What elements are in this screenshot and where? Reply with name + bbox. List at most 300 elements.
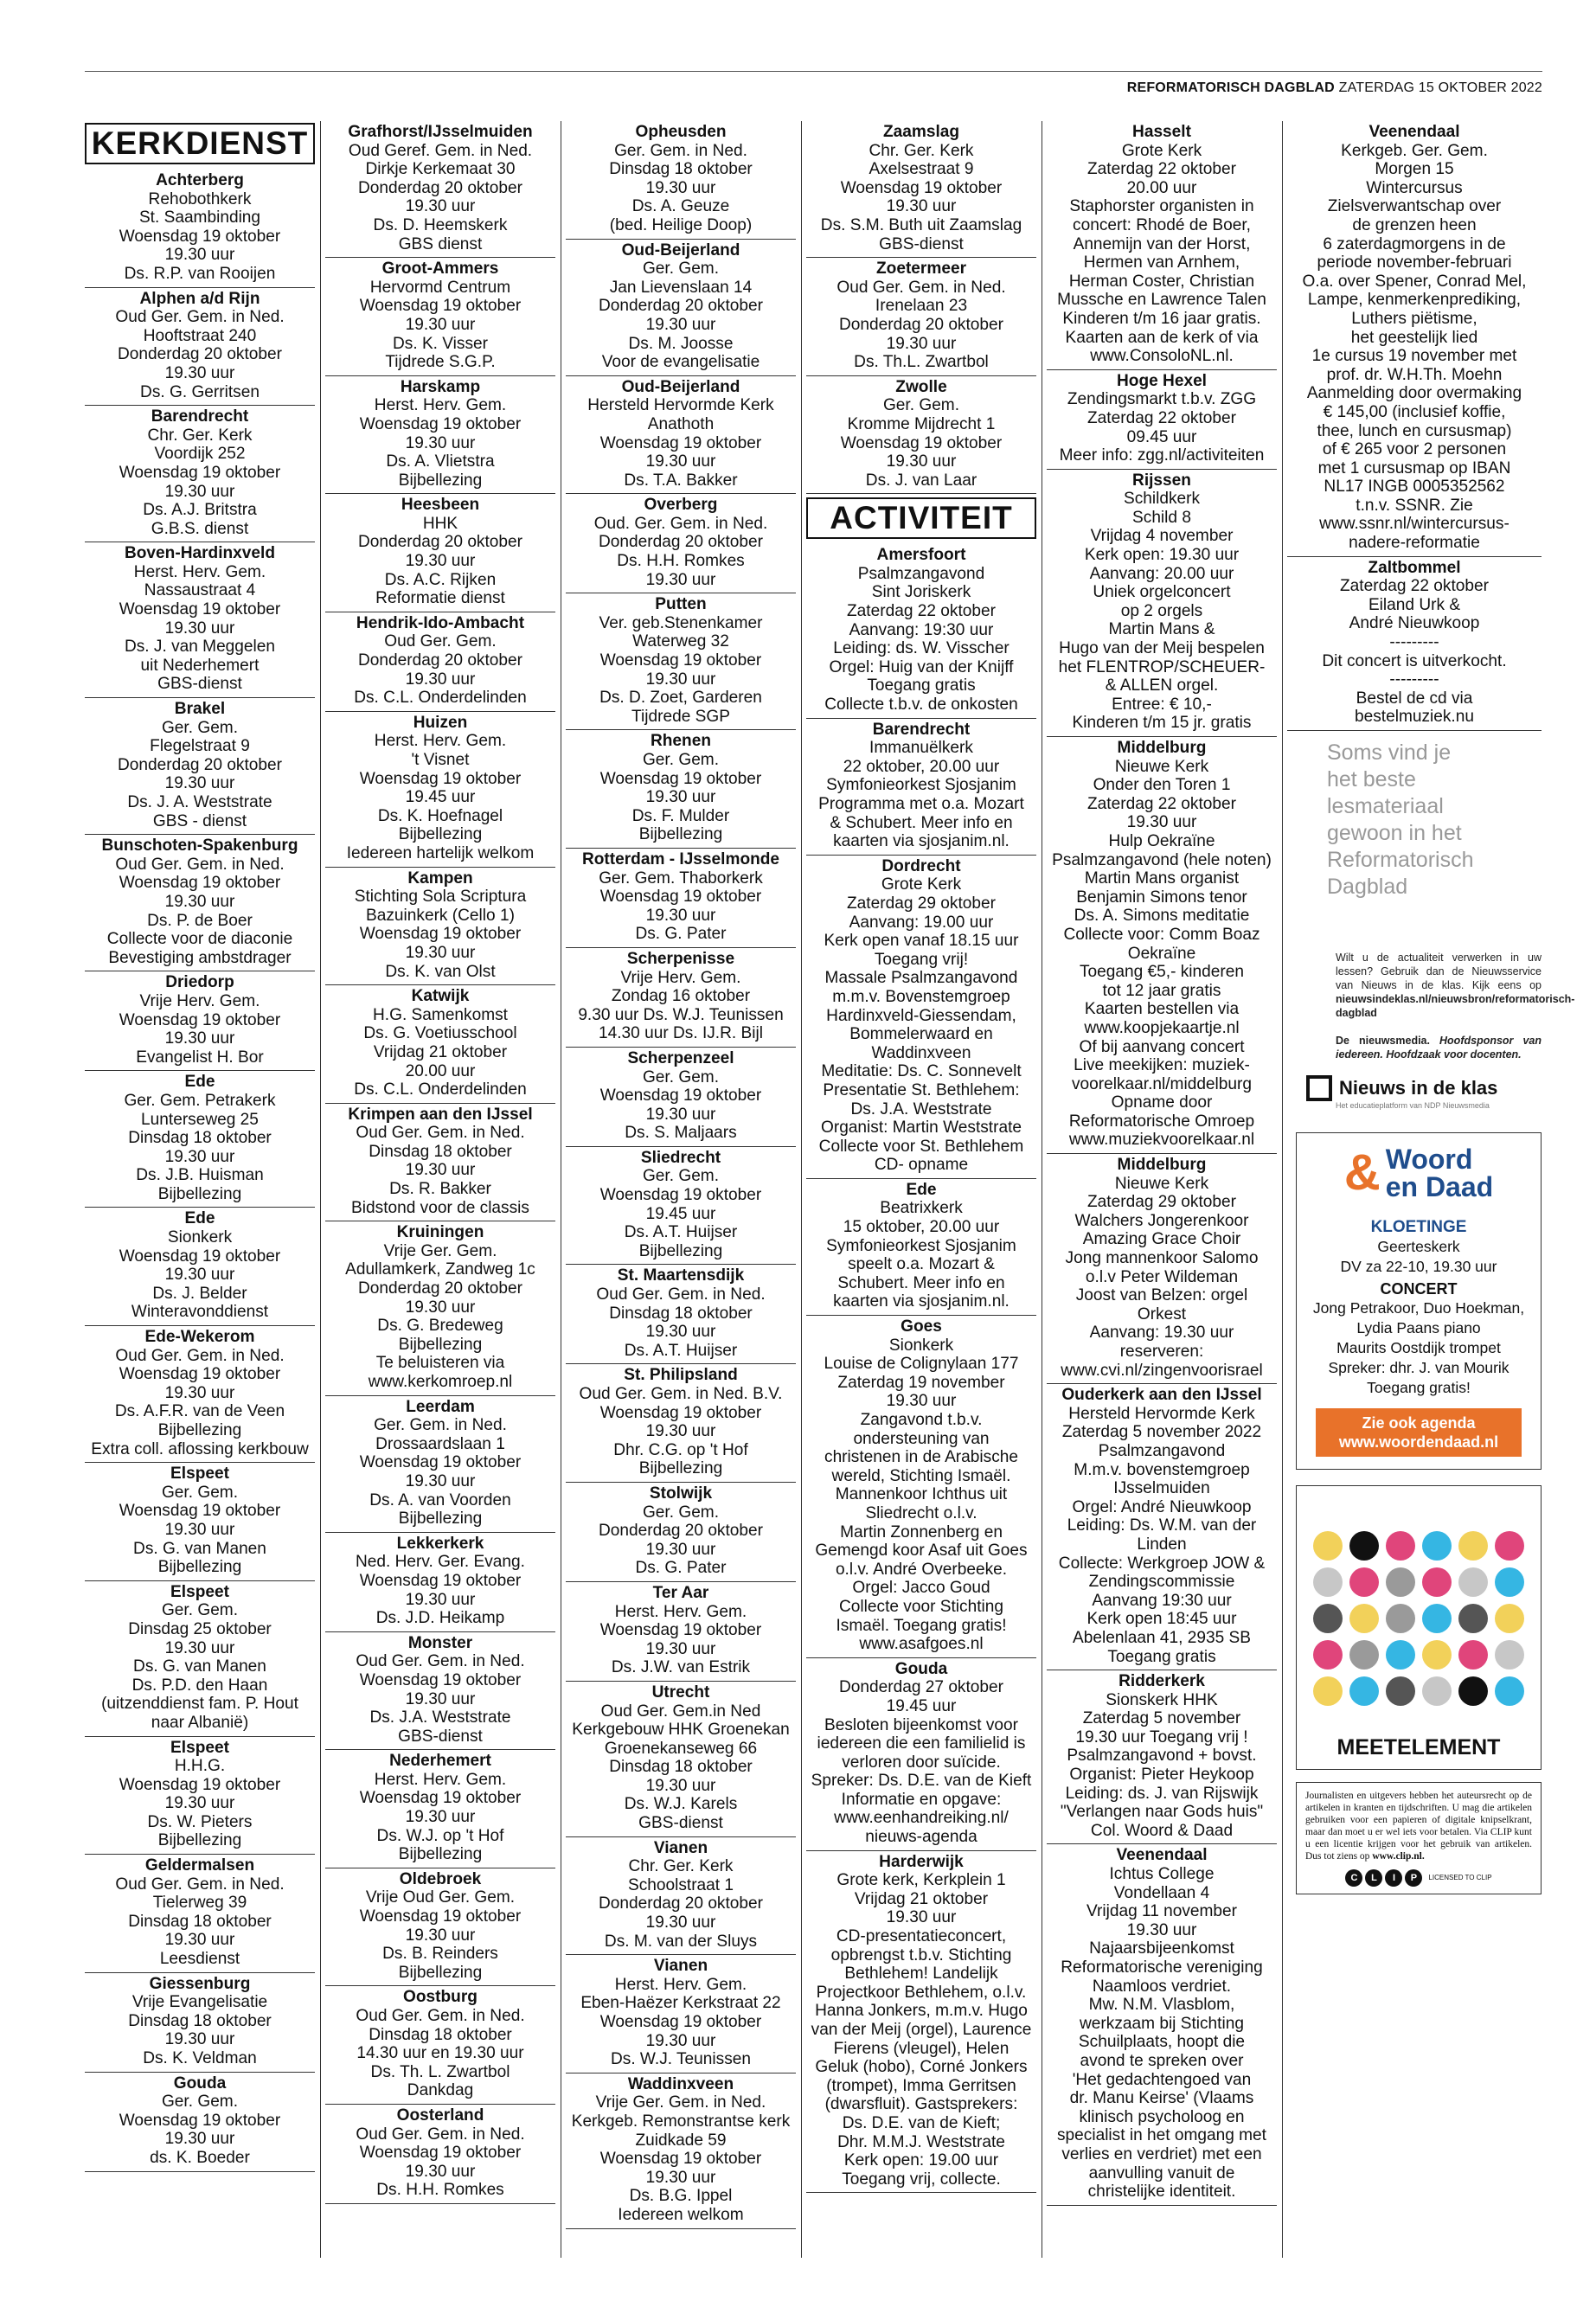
listing-line: Aanvang 19:30 uur xyxy=(1092,1591,1232,1610)
listing-line: Chr. Ger. Kerk xyxy=(147,426,253,445)
listing-line: periode november-februari xyxy=(1317,253,1512,272)
listing-line: klinisch psycholoog en xyxy=(1079,2107,1245,2126)
listing-line: Woensdag 19 oktober xyxy=(599,1186,762,1205)
listing-place: Opheusden xyxy=(635,123,727,141)
listing-line: Schubert. Meer info en xyxy=(837,1273,1005,1292)
listing-line: Toegang €5,- kinderen xyxy=(1079,963,1244,982)
color-dot xyxy=(1422,1676,1452,1706)
listing-line: Psalmzangavond (hele noten) xyxy=(1052,850,1272,869)
column-rule xyxy=(320,121,321,2258)
listing-entry xyxy=(85,170,315,288)
activiteit-heading: ACTIVITEIT xyxy=(806,497,1036,539)
listing-place: Zaltbommel xyxy=(1368,558,1461,577)
listing-line: Martin Zonnenberg en xyxy=(840,1522,1003,1541)
listing-place: Amersfoort xyxy=(876,546,966,565)
listing-line: Aanmelding door overmaking xyxy=(1306,384,1522,403)
listing-line: Spreker: Ds. D.E. van de Kieft xyxy=(811,1772,1032,1791)
listing-line: Psalmzangavond + bovst. xyxy=(1067,1747,1257,1766)
listing-line: Waddinxveen xyxy=(871,1043,971,1062)
logo-word: en Daad xyxy=(1385,1171,1494,1202)
listing-place: Elspeet xyxy=(170,1582,229,1601)
listing-entry xyxy=(325,1396,555,1533)
listing-line: Besloten bijeenkomst voor xyxy=(824,1715,1018,1734)
listing-line: Morgen 15 xyxy=(1375,160,1454,179)
listing-line: Staphorster organisten in xyxy=(1069,197,1254,216)
listing-line: Zaterdag 22 oktober xyxy=(1087,160,1236,179)
listing-line: Vrije Evangelisatie xyxy=(131,1993,268,2012)
listing-line: Ds. Th. L. Zwartbol xyxy=(370,2062,510,2081)
listing-place: Hasselt xyxy=(1132,123,1191,141)
listing-line: Woensdag 19 oktober xyxy=(359,925,522,944)
listing-line: Oud Ger. Gem. in Ned. xyxy=(356,1652,525,1671)
listing-entry xyxy=(566,849,796,948)
listing-line: Orgel: Huig van der Knijff xyxy=(829,657,1014,676)
listing-line: Ds. F. Mulder xyxy=(631,806,730,825)
listing-line: Ds. G. Gerritsen xyxy=(140,382,260,401)
promo-line: Soms vind je xyxy=(1327,740,1452,765)
listing-line: Bestel de cd via xyxy=(1356,689,1473,708)
listing-line: Ger. Gem. xyxy=(642,751,720,769)
listing-line: Woensdag 19 oktober xyxy=(119,874,281,893)
listing-line: o.l.v. André Overbeeke. xyxy=(835,1560,1008,1579)
color-dot xyxy=(1422,1604,1452,1633)
listing-line: Donderdag 27 oktober xyxy=(838,1678,1003,1697)
listing-line: Dinsdag 18 oktober xyxy=(609,160,753,179)
listing-entry xyxy=(806,1179,1036,1316)
listing-line: 19.30 uur xyxy=(164,1029,235,1048)
listing-line: 19.30 uur xyxy=(1126,813,1197,832)
listing-line: verlies en verdriet) met een xyxy=(1061,2144,1262,2163)
listing-line: Ds. W.J. Teunissen xyxy=(610,2050,751,2069)
listing-line: 19.30 uur xyxy=(164,1520,235,1539)
color-dot xyxy=(1495,1640,1524,1670)
listing-line: Hanna Jonkers, m.m.v. Hugo xyxy=(815,2002,1028,2021)
listing-line: Woensdag 19 oktober xyxy=(599,2013,762,2031)
listing-line: Massale Psalmzangavond xyxy=(824,969,1018,988)
listing-place: Veenendaal xyxy=(1116,1846,1208,1865)
listing-line: Dinsdag 18 oktober xyxy=(128,1129,272,1148)
listing-line: 19.45 uur xyxy=(645,1204,716,1223)
listing-line: Ds. W.J. op 't Hof xyxy=(376,1826,504,1845)
listing-line: werkzaam bij Stichting xyxy=(1080,2014,1244,2033)
color-dot xyxy=(1458,1567,1488,1597)
column-rule xyxy=(1282,121,1283,2258)
listing-line: Chr. Ger. Kerk xyxy=(628,1857,734,1876)
listing-line: Zangavond t.b.v. xyxy=(860,1411,983,1429)
listing-line: Tielerweg 39 xyxy=(152,1894,247,1913)
listing-line: Woensdag 19 oktober xyxy=(359,1670,522,1689)
listing-line: 19.30 uur xyxy=(164,2130,235,2149)
listing-line: Zondag 16 oktober xyxy=(611,987,751,1006)
listing-line: Ds. D. Heemskerk xyxy=(373,215,508,234)
listing-line: Hersteld Hervormde Kerk xyxy=(587,396,774,415)
listing-entry xyxy=(566,1837,796,1956)
listing-place: Dordrecht xyxy=(881,856,961,875)
listing-place: Lekkerkerk xyxy=(396,1534,484,1553)
listing-entry xyxy=(806,376,1036,495)
listing-line: 19.30 uur xyxy=(645,670,716,689)
listing-line: Gemengd koor Asaf uit Goes xyxy=(815,1541,1028,1561)
listing-line: Kerk open: 19.30 uur xyxy=(1084,546,1240,565)
listing-line: Zaterdag 22 oktober xyxy=(1087,408,1236,427)
listing-line: Donderdag 20 oktober xyxy=(117,755,282,774)
listing-line: Aanvang: 20.00 uur xyxy=(1089,564,1234,583)
listing-line: Extra coll. aflossing kerkbouw xyxy=(91,1439,309,1458)
listing-line: Bijbellezing xyxy=(638,825,723,844)
listing-line: Toegang gratis xyxy=(1107,1647,1216,1666)
listing-place: Veenendaal xyxy=(1368,123,1460,141)
listing-line: 19.30 uur xyxy=(164,363,235,382)
listing-place: Barendrecht xyxy=(872,720,971,739)
listing-line: Ger. Gem. in Ned. xyxy=(614,141,747,160)
listing-entry xyxy=(325,1533,555,1632)
listing-line: (trompet), Imma Gerritsen xyxy=(826,2076,1016,2095)
listing-line: Zaterdag 22 oktober xyxy=(1340,577,1489,596)
listing-entry xyxy=(806,1851,1036,2194)
listing-line: 19.30 uur xyxy=(405,1689,476,1708)
nieuwsindeklas-link[interactable]: nieuwsindeklas.nl/nieuwsbron/reformatorisch-dagblad xyxy=(1336,993,1575,1019)
listing-entry xyxy=(566,593,796,730)
listing-place: St. Maartensdijk xyxy=(617,1266,745,1285)
listing-line: Ds. J.A. Weststrate xyxy=(369,1708,511,1727)
listing-line: IJsselmuiden xyxy=(1113,1479,1210,1498)
listing-line: Kinderen t/m 16 jaar gratis. xyxy=(1062,309,1261,328)
listing-line: bestelmuziek.nu xyxy=(1355,708,1474,727)
listing-line: Woensdag 19 oktober xyxy=(359,414,522,433)
listing-line: Oud Ger. Gem. in Ned. xyxy=(115,1346,285,1365)
listing-line: 19.30 uur xyxy=(405,1471,476,1490)
listing-line: Woensdag 19 oktober xyxy=(359,769,522,788)
listing-line: Reformatorische Omroep xyxy=(1068,1112,1255,1131)
listing-line: Informatie en opgave: xyxy=(841,1790,1002,1809)
listing-line: Woensdag 19 oktober xyxy=(119,1365,281,1384)
listing-line: Oud. Ger. Gem. in Ned. xyxy=(593,514,768,533)
listing-line: Hardinxveld-Giessendam, xyxy=(826,1006,1016,1025)
listing-line: Ds. Th.L. Zwartbol xyxy=(854,353,989,372)
listing-line: Woensdag 19 oktober xyxy=(359,1907,522,1926)
listing-line: Organist: Martin Weststrate xyxy=(820,1118,1022,1138)
listing-place: Monster xyxy=(407,1633,473,1652)
listing-line: tot 12 jaar gratis xyxy=(1102,981,1221,1000)
listing-entry xyxy=(566,494,796,593)
listing-entry xyxy=(566,1682,796,1837)
listing-line: 19.30 uur xyxy=(164,1266,235,1285)
listing-line: Woensdag 19 oktober xyxy=(359,297,522,316)
listing-line: Donderdag 20 oktober xyxy=(598,297,763,316)
listing-line: Geluk (hobo), Corné Jonkers xyxy=(815,2058,1028,2077)
logo-word: Woord xyxy=(1385,1144,1473,1175)
listing-line: Ds. S. Maljaars xyxy=(625,1124,737,1143)
clip-link[interactable]: www.clip.nl. xyxy=(1372,1851,1425,1862)
listing-line: Woensdag 19 oktober xyxy=(119,463,281,482)
color-dots xyxy=(1305,1531,1532,1706)
listing-line: Evangelist H. Bor xyxy=(136,1048,264,1067)
listing-entry xyxy=(566,948,796,1048)
listing-line: Ds. A.C. Rijken xyxy=(384,570,497,589)
listing-line: Ds. J. van Meggelen xyxy=(124,638,276,657)
ad-place: KLOETINGE xyxy=(1370,1218,1467,1236)
listing-line: Donderdag 20 oktober xyxy=(598,1522,763,1541)
listing-line: Naamloos verdriet. xyxy=(1092,1977,1232,1996)
listing-entry xyxy=(566,121,796,240)
listing-line: Collecte: Werkgroep JOW & xyxy=(1058,1554,1266,1573)
listing-line: ds. K. Boeder xyxy=(150,2148,250,2167)
listing-place: Goes xyxy=(901,1317,942,1336)
listing-place: Achterberg xyxy=(156,171,244,189)
listing-entry xyxy=(85,406,315,542)
listing-line: Mw. N.M. Vlasblom, xyxy=(1088,1996,1235,2015)
listing-entry xyxy=(566,1955,796,2073)
listing-line: 'Het gedachtengoed van xyxy=(1072,2070,1252,2089)
listing-line: Schoolstraat 1 xyxy=(627,1875,734,1894)
listing-entry xyxy=(566,376,796,495)
listing-entry xyxy=(566,1483,796,1582)
color-dot xyxy=(1349,1604,1379,1633)
listing-line: van der Meij (orgel), Laurence xyxy=(811,2021,1032,2039)
listing-line: Ger. Gem. xyxy=(642,260,720,279)
listing-line: Hooftstraat 240 xyxy=(143,326,257,345)
listing-place: Sliedrecht xyxy=(640,1148,721,1167)
agenda-button[interactable]: Zie ook agenda www.woordendaad.nl xyxy=(1316,1408,1522,1457)
promo-line: Dagblad xyxy=(1327,875,1408,899)
column-2 xyxy=(325,121,555,2258)
listing-line: Ds. B. Reinders xyxy=(382,1945,498,1964)
listing-entry xyxy=(325,258,555,376)
listing-entry xyxy=(325,121,555,258)
listing-line: Tijdrede SGP xyxy=(631,707,730,726)
listing-line: Dankdag xyxy=(407,2081,474,2100)
listing-line: Walchers Jongerenkoor xyxy=(1074,1211,1249,1230)
listing-line: Ismaël. Toegang gratis! xyxy=(836,1616,1007,1635)
listing-line: 19.30 uur xyxy=(645,2031,716,2050)
color-dot xyxy=(1313,1531,1343,1561)
header-rule xyxy=(85,71,1542,72)
listing-line: www.muziekvoorelkaar.nl xyxy=(1068,1131,1255,1150)
listing-line: Ds. K. Visser xyxy=(393,334,488,353)
listing-place: Leerdam xyxy=(406,1397,475,1416)
listing-line: Ds. G. van Manen xyxy=(133,1657,266,1676)
listing-line: 19.30 uur xyxy=(645,1540,716,1559)
listing-line: www.eenhandreiking.nl/ xyxy=(834,1809,1009,1828)
listing-line: Eben-Haëzer Kerkstraat 22 xyxy=(580,1994,781,2013)
listing-line: Kerkgeb. Ger. Gem. xyxy=(1341,141,1488,160)
color-dot xyxy=(1313,1676,1343,1706)
listing-line: 19.30 uur xyxy=(164,619,235,638)
listing-line: Bijbellezing xyxy=(398,1335,483,1354)
listing-line: 19.30 uur xyxy=(405,1808,476,1827)
listing-place: Ede xyxy=(184,1073,215,1092)
listing-line: Ds. W. Pieters xyxy=(147,1812,253,1831)
listing-line: Ds. J. van Laar xyxy=(865,471,977,490)
listing-entry xyxy=(85,542,315,698)
listing-line: Adullamkerk, Zandweg 1c xyxy=(345,1260,535,1279)
listing-line: O.a. over Spener, Conrad Mel, xyxy=(1302,272,1527,291)
listing-line: M.m.v. bovenstemgroep xyxy=(1074,1460,1250,1479)
listing-line: Ds. G. Pater xyxy=(635,925,727,944)
color-dot xyxy=(1349,1640,1379,1670)
listing-line: Ds. J.D. Heikamp xyxy=(375,1609,505,1628)
listing-entry xyxy=(1047,1154,1277,1384)
listing-line: voorelkaar.nl/middelburg xyxy=(1071,1074,1253,1093)
listing-line: --------- xyxy=(1389,670,1439,689)
listing-line: Kerk open vanaf 18.15 uur xyxy=(824,932,1019,951)
listing-line: Herst. Herv. Gem. xyxy=(374,732,507,751)
listing-line: Ds. J. A. Weststrate xyxy=(127,793,272,811)
listing-line: 19.30 uur xyxy=(645,315,716,334)
listing-line: Zuidkade 59 xyxy=(635,2131,727,2150)
listing-line: www.ssnr.nl/wintercursus- xyxy=(1319,515,1509,534)
listing-line: Stichting Sola Scriptura xyxy=(354,888,527,907)
promo-text xyxy=(1327,740,1542,901)
listing-line: speelt o.a. Mozart & xyxy=(848,1255,995,1274)
listing-line: 19.30 uur xyxy=(886,334,957,353)
listing-line: Vrije Oud Ger. Gem. xyxy=(365,1888,516,1907)
listing-line: Dinsdag 18 oktober xyxy=(128,2011,272,2030)
color-dot xyxy=(1495,1604,1524,1633)
listing-line: Aanvang: 19.00 uur xyxy=(849,913,994,932)
color-dot xyxy=(1386,1531,1415,1561)
promo-line: het beste xyxy=(1327,767,1416,792)
paper-name: REFORMATORISCH DAGBLAD xyxy=(1126,80,1335,95)
listing-line: Ds. H.H. Romkes xyxy=(617,552,745,571)
clip-notice: Journalisten en uitgevers hebben het auteursrecht op de artikelen in kranten en tijdschriften. U mag die artikelen gebruiken voor een papieren of digitale knipselkrant, maar dan moet u er wel iets voor betalen. Via CLIP kunt u een licentie krijgen voor het gebruik van artikelen. Dus tot ziens op www.clip.nl. C L I P LICENSED TO CLIP xyxy=(1296,1782,1542,1894)
listing-line: GBS dienst xyxy=(398,234,483,253)
nieuwsindeklas-logo xyxy=(1306,1075,1542,1101)
color-dot xyxy=(1422,1531,1452,1561)
listing-line: Ds. R. Bakker xyxy=(389,1180,491,1199)
listing-place: Ridderkerk xyxy=(1118,1672,1205,1691)
listing-place: Elspeet xyxy=(170,1465,229,1484)
listing-line: Donderdag 20 oktober xyxy=(117,345,282,364)
listing-line: Zaterdag 29 oktober xyxy=(1087,1193,1236,1212)
listing-line: Woensdag 19 oktober xyxy=(119,1775,281,1794)
listing-line: uit Nederhemert xyxy=(140,656,260,675)
listing-line: 19.30 uur xyxy=(886,1908,957,1927)
listing-entry xyxy=(325,2105,555,2204)
listing-line: Donderdag 20 oktober xyxy=(357,533,522,552)
listing-place: Oldebroek xyxy=(399,1869,482,1888)
color-dot xyxy=(1458,1676,1488,1706)
listing-line: Oud Ger. Gem. in Ned. B.V. xyxy=(579,1385,783,1403)
listings xyxy=(806,121,1036,494)
ad-when: DV za 22-10, 19.30 uur xyxy=(1340,1258,1497,1275)
listing-line: 19.30 uur xyxy=(645,570,716,589)
listing-line: Kaarten aan de kerk of via xyxy=(1065,328,1259,347)
listing-entry xyxy=(85,2073,315,2172)
listing-line: Entree: € 10,- xyxy=(1112,695,1212,714)
listing-entry xyxy=(85,835,315,971)
listing-line: Mannenkoor Ichthus uit xyxy=(835,1485,1008,1504)
color-dot xyxy=(1495,1531,1524,1561)
listing-line: Col. Woord & Daad xyxy=(1090,1821,1234,1840)
listing-entry xyxy=(325,1221,555,1395)
listing-line: Vrije Herv. Gem. xyxy=(139,991,260,1010)
listing-line: dr. Manu Keirse' (Vlaams xyxy=(1069,2089,1254,2108)
listings xyxy=(325,121,555,2204)
listing-line: Iedereen hartelijk welkom xyxy=(346,843,535,862)
color-dot xyxy=(1386,1676,1415,1706)
listing-place: Ede-Wekerom xyxy=(144,1328,255,1347)
listing-line: NL17 INGB 0005352562 xyxy=(1324,478,1505,497)
listing-line: thee, lunch en cursusmap) xyxy=(1317,421,1512,440)
listing-line: Ger. Gem. Petrakerk xyxy=(124,1091,276,1110)
listing-entry xyxy=(325,1104,555,1222)
listing-line: 19.30 uur xyxy=(645,178,716,197)
listing-line: Woensdag 19 oktober xyxy=(359,1789,522,1808)
color-dot xyxy=(1349,1676,1379,1706)
listing-line: Collecte t.b.v. de onkosten xyxy=(824,695,1018,715)
listing-line: Ds. A. van Voorden xyxy=(369,1490,511,1509)
listing-line: Leiding: ds. W. Visscher xyxy=(833,639,1010,658)
listing-line: www.kerkomroep.nl xyxy=(368,1373,513,1391)
listing-line: Vrijdag 21 oktober xyxy=(854,1889,989,1908)
listing-line: Reformatorische vereniging xyxy=(1061,1958,1263,1977)
listing-line: 15 oktober, 20.00 uur xyxy=(843,1218,1000,1237)
listing-line: Woensdag 19 oktober xyxy=(119,2111,281,2130)
listing-line: Bijbellezing xyxy=(157,1558,242,1577)
ad-line: Jong Petrakoor, Duo Hoekman, xyxy=(1312,1299,1525,1317)
listing-place: Hendrik-Ido-Ambacht xyxy=(356,613,525,632)
listing-line: 19.30 uur xyxy=(405,943,476,962)
listing-line: Louise de Colignylaan 177 xyxy=(824,1355,1019,1374)
listing-line: Woensdag 19 oktober xyxy=(359,2144,522,2163)
listings xyxy=(85,170,315,2172)
listing-line: Mussche en Lawrence Talen xyxy=(1057,291,1266,310)
listing-line: Dinsdag 18 oktober xyxy=(128,1912,272,1931)
listing-line: Bijbellezing xyxy=(398,825,483,844)
listing-line: kaarten via sjosjanim.nl. xyxy=(833,1292,1010,1311)
listing-line: Ds. B.G. Ippel xyxy=(629,2187,733,2206)
listing-line: Herst. Herv. Gem. xyxy=(374,1770,507,1789)
listing-line: Oud Geref. Gem. in Ned. xyxy=(348,141,533,160)
listing-entry xyxy=(325,612,555,712)
listing-line: Oud Ger. Gem. in Ned. xyxy=(836,278,1006,297)
listing-line: Te beluisteren via xyxy=(375,1354,505,1373)
listing-line: avond te spreken over xyxy=(1080,2051,1244,2070)
nieuwsmedia-text: De nieuwsmedia. Hoofdsponsor van iedereen. Hoofdzaak voor docenten. xyxy=(1336,1035,1542,1061)
listing-entry xyxy=(1047,1670,1277,1844)
listing-line: Hersteld Hervormde Kerk xyxy=(1068,1404,1255,1423)
listing-place: Hoge Hexel xyxy=(1117,371,1207,390)
listing-line: Programma met o.a. Mozart xyxy=(818,795,1024,813)
listing-line: 19.30 uur xyxy=(405,1590,476,1609)
listing-line: Bevestiging ambstdrager xyxy=(108,948,292,967)
listing-line: Ds. A. Geuze xyxy=(631,197,730,216)
listing-line: 19.30 uur xyxy=(405,197,476,216)
clip-letter: I xyxy=(1385,1869,1402,1887)
listing-line: Winteravonddienst xyxy=(131,1303,269,1322)
listing-line: Ds. P.D. den Haan xyxy=(131,1676,268,1695)
listing-place: Katwijk xyxy=(411,987,470,1006)
listing-line: Nassaustraat 4 xyxy=(144,581,256,600)
woord-en-daad-logo xyxy=(1304,1145,1534,1201)
listing-entry xyxy=(566,1048,796,1147)
listing-entry xyxy=(806,1316,1036,1658)
meetelement-box xyxy=(1296,1485,1542,1770)
listing-line: aanvulling vanuit de xyxy=(1088,2163,1235,2182)
listing-line: specialist in het omgang met xyxy=(1057,2126,1266,2145)
listing-line: Woensdag 19 oktober xyxy=(119,1010,281,1029)
listing-place: Barendrecht xyxy=(151,407,249,426)
listing-line: Organist: Pieter Heykoop xyxy=(1069,1766,1254,1785)
listing-line: Vondellaan 4 xyxy=(1113,1883,1210,1902)
listing-place: Overberg xyxy=(644,496,718,515)
listing-line: Martin Mans organist xyxy=(1084,869,1240,888)
ad-line: Maurits Oostdijk trompet xyxy=(1336,1339,1501,1356)
listing-line: Waterweg 32 xyxy=(632,632,729,651)
listing-line: Zaterdag 29 oktober xyxy=(847,894,996,913)
listing-line: 19.30 uur xyxy=(645,1913,716,1932)
